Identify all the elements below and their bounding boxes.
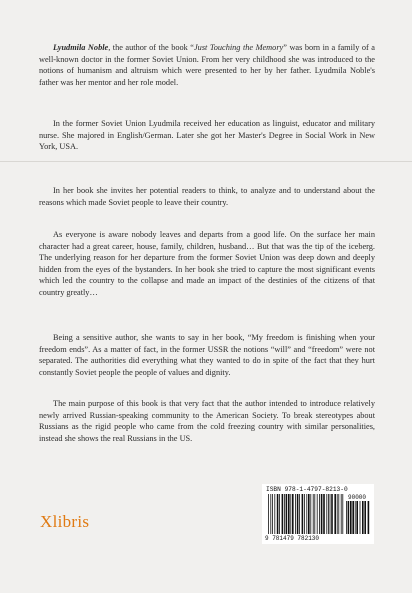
invitation-paragraph: In her book she invites her potential readers to think, to analyze and to understand about the reasons which made Soviet people to leave their country. bbox=[39, 186, 375, 207]
barcode-bar bbox=[286, 494, 288, 534]
barcode-bar bbox=[346, 501, 347, 534]
section-divider bbox=[0, 161, 412, 162]
barcode-bar bbox=[334, 494, 336, 534]
barcode-bar bbox=[356, 501, 358, 534]
barcode-bar bbox=[313, 494, 314, 534]
barcode-bar bbox=[360, 501, 361, 534]
barcode-bar bbox=[323, 494, 325, 534]
barcode-addon-code: 90000 bbox=[348, 494, 367, 501]
barcode-bar bbox=[319, 494, 320, 534]
barcode-bar bbox=[330, 494, 331, 534]
barcode-bar bbox=[341, 494, 342, 534]
barcode-bar bbox=[326, 494, 327, 534]
barcode-box bbox=[262, 484, 374, 544]
barcode-bar bbox=[362, 501, 364, 534]
education-paragraph: In the former Soviet Union Lyudmila received her education as linguist, educator and military nurse. She majored in English/German. Later she got her Master's Degree in Social Work in New York, USA. bbox=[39, 119, 375, 152]
barcode-bar bbox=[355, 501, 356, 534]
barcode-bar bbox=[308, 494, 310, 534]
iceberg-paragraph: As everyone is aware nobody leaves and departs from a good life. On the surface her main character had a great career, house, family, children, husband… But that was the tip of the iceberg. The underlying reason for her departure from the former Soviet Union was deep down and deeply hidden from the eyes of the bystanders. In her book she tried to capture the most significant events which led the country to the collapse and made an impact of the destinies of the citizens of that country greatly… bbox=[39, 230, 375, 297]
barcode-bar bbox=[302, 494, 304, 534]
barcode-bar bbox=[272, 494, 273, 534]
barcode-bar bbox=[342, 494, 343, 534]
barcode-bar bbox=[274, 494, 275, 534]
freedom-paragraph: Being a sensitive author, she wants to say in her book, “My freedom is finishing when your freedom ends”. As a matter of fact, in the former USSR the notions “will” and “freedom” were not separated. The authorities did everything what they wanted to do in spite of the fact that they hurt constantly Soviet people the people of values and dignity. bbox=[39, 333, 375, 377]
barcode-bar bbox=[279, 494, 280, 534]
barcode-bar bbox=[310, 494, 311, 534]
bio-text-1: , the author of the book “ bbox=[108, 43, 194, 52]
barcode-bar bbox=[288, 494, 290, 534]
barcode-bar bbox=[277, 494, 279, 534]
barcode-bar bbox=[306, 494, 307, 534]
barcode-bar bbox=[368, 501, 370, 534]
barcode-bar bbox=[350, 501, 352, 534]
bio-text-2: ” was born in a family of a well-known doctor in the former Soviet Union. From her very childhood she was introduced to the notions of humanism and altruism which were presented to her by her father. Lyudmila Noble's father was her mentor and her role model. bbox=[39, 43, 375, 87]
addon-barcode bbox=[346, 501, 370, 534]
barcode-bar bbox=[292, 494, 294, 534]
barcode-bar bbox=[295, 494, 296, 534]
barcode-bar bbox=[321, 494, 323, 534]
barcode-bar bbox=[338, 494, 339, 534]
publisher-logo: Xlibris bbox=[40, 512, 90, 531]
barcode-bar bbox=[297, 494, 299, 534]
barcode-bar bbox=[317, 494, 318, 534]
barcode-bar bbox=[328, 494, 329, 534]
barcode-bar bbox=[352, 501, 354, 534]
barcode-bar bbox=[299, 494, 300, 534]
barcode-digits: 9 781479 782130 bbox=[265, 535, 320, 542]
barcode-bar bbox=[348, 501, 350, 534]
author-name: Lyudmila Noble bbox=[53, 43, 109, 52]
ean-barcode bbox=[268, 494, 344, 534]
author-bio-paragraph bbox=[39, 42, 375, 88]
barcode-bar bbox=[331, 494, 333, 534]
book-title: Just Touching the Memory bbox=[193, 43, 284, 52]
barcode-bar bbox=[304, 494, 305, 534]
purpose-paragraph: The main purpose of this book is that very fact that the author intended to introduce relatively newly arrived Russian-speaking community to the American Society. To break stereotypes about Russians as the rigid people who came from the cold freezing country with similar personalities, instead she shows the real Russians in the US. bbox=[39, 399, 375, 443]
barcode-bar bbox=[314, 494, 315, 534]
barcode-bar bbox=[284, 494, 285, 534]
barcode-bar bbox=[364, 501, 366, 534]
barcode-bar bbox=[268, 494, 269, 534]
barcode-bar bbox=[337, 494, 338, 534]
barcode-bar bbox=[290, 494, 291, 534]
barcode-bar bbox=[270, 494, 271, 534]
isbn-text: ISBN 978-1-4797-8213-0 bbox=[266, 486, 348, 493]
barcode-bar bbox=[282, 494, 284, 534]
